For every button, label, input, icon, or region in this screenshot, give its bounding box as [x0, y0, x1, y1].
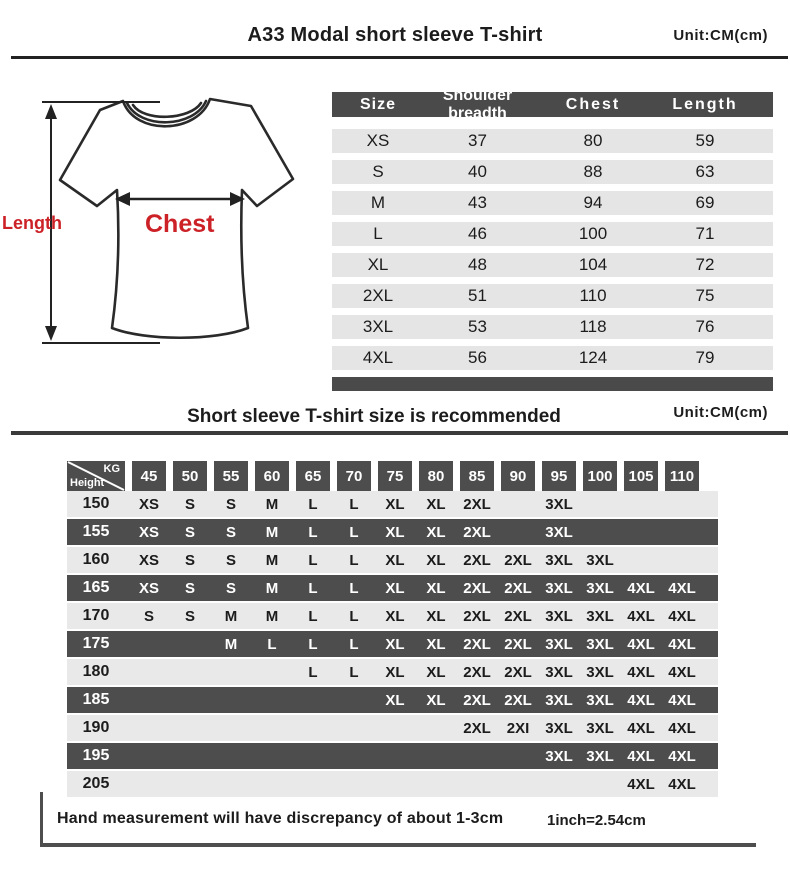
matrix-size-cell: 3XL: [545, 691, 573, 709]
matrix-size-cell: 3XL: [586, 579, 614, 597]
matrix-size-cell: XL: [426, 635, 446, 653]
chest-label: Chest: [145, 210, 215, 238]
matrix-size-cell: 3XL: [545, 719, 573, 737]
page-title: A33 Modal short sleeve T-shirt: [247, 24, 543, 46]
size-table-cell: 37: [468, 131, 487, 150]
matrix-size-cell: L: [349, 495, 359, 513]
matrix-size-cell: L: [349, 551, 359, 569]
matrix-size-cell: L: [349, 607, 359, 625]
matrix-size-cell: XL: [385, 495, 405, 513]
matrix-size-cell: 2XL: [463, 495, 491, 513]
matrix-size-cell: L: [308, 607, 318, 625]
matrix-size-cell: XS: [138, 495, 159, 513]
matrix-size-cell: S: [184, 523, 195, 541]
matrix-size-cell: S: [225, 523, 236, 541]
size-table-cell: 63: [695, 162, 715, 181]
matrix-weight-header-60: 60: [255, 461, 289, 491]
matrix-size-cell: 4XL: [668, 775, 696, 793]
size-table-row-xl: [332, 253, 773, 277]
matrix-size-cell: 3XL: [545, 747, 573, 765]
matrix-size-cell: 4XL: [668, 719, 696, 737]
matrix-size-cell: 2XL: [504, 579, 532, 597]
matrix-row-150: [67, 491, 718, 519]
matrix-size-cell: 3XL: [586, 747, 614, 765]
matrix-size-cell: 4XL: [627, 775, 655, 793]
matrix-size-cell: 2XI: [506, 719, 530, 737]
matrix-size-cell: 3XL: [545, 579, 573, 597]
matrix-size-cell: 4XL: [627, 607, 655, 625]
tshirt-diagram-svg: [0, 80, 340, 395]
matrix-weight-header-95: 95: [542, 461, 576, 491]
matrix-size-cell: 4XL: [627, 719, 655, 737]
matrix-weight-header-100: 100: [583, 461, 617, 491]
matrix-weight-header-85: 85: [460, 461, 494, 491]
matrix-height-label: 175: [82, 635, 110, 652]
size-table-cell: 79: [695, 348, 715, 367]
size-table-row-3xl: [332, 315, 773, 339]
matrix-size-cell: XL: [426, 551, 446, 569]
size-table-cell: 43: [468, 193, 487, 212]
matrix-size-cell: 3XL: [545, 635, 573, 653]
size-table-cell: 100: [578, 224, 608, 243]
matrix-height-label: 160: [82, 551, 110, 568]
matrix-height-label: 170: [82, 607, 110, 624]
unit-label-top: Unit:CM(cm): [673, 27, 768, 44]
size-table-cell: M: [370, 193, 386, 212]
matrix-weight-header-70: 70: [337, 461, 371, 491]
matrix-size-cell: 4XL: [668, 635, 696, 653]
size-table-cell: 76: [695, 317, 715, 336]
matrix-size-cell: XL: [385, 607, 405, 625]
matrix-size-cell: M: [224, 635, 238, 653]
size-table-row-l: [332, 222, 773, 246]
matrix-size-cell: L: [308, 551, 318, 569]
matrix-size-cell: 3XL: [545, 523, 573, 541]
matrix-size-cell: 4XL: [627, 691, 655, 709]
size-table-cell: 53: [468, 317, 487, 336]
matrix-size-cell: 3XL: [586, 663, 614, 681]
matrix-size-cell: XL: [385, 579, 405, 597]
matrix-size-cell: 4XL: [668, 747, 696, 765]
size-table-cell: 104: [578, 255, 608, 274]
matrix-size-cell: S: [225, 551, 236, 569]
size-table-cell: 118: [579, 317, 607, 336]
matrix-body: [67, 491, 718, 799]
length-label: Length: [2, 213, 62, 233]
matrix-size-cell: S: [184, 579, 195, 597]
matrix-size-cell: L: [267, 635, 277, 653]
matrix-size-cell: XL: [426, 663, 446, 681]
matrix-size-cell: XL: [426, 607, 446, 625]
recommend-title: Short sleeve T-shirt size is recommended: [187, 406, 561, 427]
matrix-size-cell: 2XL: [463, 579, 491, 597]
size-table-col-length: Length: [672, 95, 738, 113]
matrix-weight-header-80: 80: [419, 461, 453, 491]
matrix-weight-header-75: 75: [378, 461, 412, 491]
matrix-size-cell: S: [143, 607, 154, 625]
matrix-size-cell: XL: [385, 523, 405, 541]
matrix-size-cell: 3XL: [545, 551, 573, 569]
matrix-height-label: 185: [82, 691, 110, 708]
matrix-size-cell: 3XL: [586, 719, 614, 737]
matrix-size-cell: 2XL: [463, 663, 491, 681]
size-table-row-2xl: [332, 284, 773, 308]
matrix-size-cell: L: [349, 523, 359, 541]
matrix-size-cell: XL: [426, 523, 446, 541]
matrix-size-cell: M: [224, 607, 238, 625]
matrix-height-label: 190: [82, 719, 110, 736]
size-table-cell: 4XL: [362, 348, 394, 367]
matrix-size-cell: M: [265, 551, 279, 569]
matrix-row-175: [67, 631, 718, 659]
size-table-cell: 94: [583, 193, 603, 212]
matrix-size-cell: XL: [385, 551, 405, 569]
matrix-size-cell: 2XL: [504, 551, 532, 569]
matrix-size-cell: S: [184, 495, 195, 513]
matrix-size-cell: 3XL: [545, 663, 573, 681]
size-table-body: [332, 129, 773, 370]
matrix-size-cell: 4XL: [668, 579, 696, 597]
matrix-size-cell: 2XL: [504, 663, 532, 681]
size-table-cell: 51: [468, 286, 487, 305]
matrix-size-cell: 4XL: [668, 607, 696, 625]
matrix-weight-header-50: 50: [173, 461, 207, 491]
matrix-size-cell: 3XL: [586, 691, 614, 709]
matrix-row-190: [67, 715, 718, 743]
height-weight-matrix: [67, 461, 718, 799]
matrix-size-cell: XL: [426, 495, 446, 513]
matrix-size-cell: 2XL: [463, 523, 491, 541]
tshirt-measurement-diagram: [0, 80, 340, 395]
size-table-cell: 2XL: [362, 286, 394, 305]
matrix-size-cell: 3XL: [586, 607, 614, 625]
size-table-cell: 71: [695, 224, 715, 243]
matrix-row-205: [67, 771, 718, 799]
size-table-cell: XL: [367, 255, 389, 274]
top-divider-line: [11, 56, 788, 59]
matrix-size-cell: L: [308, 663, 318, 681]
size-table-cell: 56: [468, 348, 487, 367]
size-table-cell: 88: [583, 162, 603, 181]
matrix-size-cell: XL: [426, 579, 446, 597]
matrix-size-cell: S: [225, 495, 236, 513]
size-table-col-size: Size: [359, 95, 396, 113]
matrix-size-cell: 4XL: [627, 579, 655, 597]
matrix-height-label: 195: [82, 747, 110, 764]
matrix-size-cell: XL: [385, 635, 405, 653]
matrix-height-label: 205: [82, 775, 110, 792]
matrix-row-185: [67, 687, 718, 715]
matrix-size-cell: M: [265, 607, 279, 625]
unit-label-mid: Unit:CM(cm): [673, 404, 768, 421]
matrix-weight-header-65: 65: [296, 461, 330, 491]
matrix-row-165: [67, 575, 718, 603]
matrix-size-cell: 3XL: [586, 635, 614, 653]
size-table-col-shoulder-breadth: Shoulder breadth: [442, 86, 513, 122]
size-table-cell: 124: [578, 348, 608, 367]
matrix-size-cell: 3XL: [586, 551, 614, 569]
matrix-row-180: [67, 659, 718, 687]
matrix-size-cell: XL: [385, 691, 405, 709]
mid-divider-line: [11, 431, 788, 435]
size-table-cell: 3XL: [362, 317, 394, 336]
matrix-size-cell: 2XL: [504, 691, 532, 709]
matrix-weight-header-45: 45: [132, 461, 166, 491]
matrix-size-cell: 2XL: [504, 607, 532, 625]
matrix-weight-header-55: 55: [214, 461, 248, 491]
matrix-size-cell: 2XL: [504, 635, 532, 653]
matrix-height-label: 165: [82, 579, 110, 596]
size-table-cell: 40: [468, 162, 487, 181]
matrix-size-cell: L: [349, 579, 359, 597]
matrix-size-cell: 4XL: [668, 663, 696, 681]
matrix-size-cell: 3XL: [545, 607, 573, 625]
matrix-size-cell: XS: [138, 523, 159, 541]
matrix-size-cell: 4XL: [668, 691, 696, 709]
size-table-cell: 59: [695, 131, 715, 150]
matrix-size-cell: 2XL: [463, 691, 491, 709]
size-table-cell: 48: [468, 255, 487, 274]
size-table-cell: 75: [695, 286, 715, 305]
matrix-size-cell: L: [349, 663, 359, 681]
matrix-size-cell: 4XL: [627, 635, 655, 653]
footer-frame-vertical-line: [40, 792, 43, 845]
matrix-row-170: [67, 603, 718, 631]
size-table-cell: 110: [579, 286, 607, 305]
matrix-size-cell: 2XL: [463, 635, 491, 653]
matrix-size-cell: L: [308, 523, 318, 541]
matrix-weight-header-90: 90: [501, 461, 535, 491]
matrix-size-cell: S: [184, 607, 195, 625]
matrix-weight-header-105: 105: [624, 461, 658, 491]
matrix-header-row: [67, 461, 718, 491]
size-table-cell: L: [373, 224, 383, 243]
size-table-footer-bar: [332, 377, 773, 391]
matrix-size-cell: L: [308, 635, 318, 653]
size-table-row-4xl: [332, 346, 773, 370]
matrix-row-195: [67, 743, 718, 771]
measurement-note: Hand measurement will have discrepancy of about 1-3cm: [57, 810, 504, 827]
corner-kg-label: KG: [103, 463, 120, 475]
matrix-size-cell: L: [308, 579, 318, 597]
size-table-header: [332, 86, 773, 122]
matrix-size-cell: L: [349, 635, 359, 653]
matrix-size-cell: 2XL: [463, 607, 491, 625]
size-table-col-chest: Chest: [565, 95, 621, 113]
matrix-size-cell: 3XL: [545, 495, 573, 513]
matrix-size-cell: 4XL: [627, 663, 655, 681]
size-table-cell: 46: [468, 224, 487, 243]
matrix-size-cell: XL: [426, 691, 446, 709]
size-table-cell: S: [372, 162, 384, 181]
footer-frame-horizontal-line: [40, 843, 756, 847]
matrix-size-cell: 2XL: [463, 719, 491, 737]
matrix-size-cell: 2XL: [463, 551, 491, 569]
corner-height-label: Height: [70, 477, 105, 489]
size-table-row-s: [332, 160, 773, 184]
matrix-size-cell: XS: [138, 579, 159, 597]
matrix-height-label: 180: [82, 663, 110, 680]
matrix-weight-header-110: 110: [665, 461, 699, 491]
size-table-row-m: [332, 191, 773, 215]
matrix-size-cell: M: [265, 523, 279, 541]
matrix-size-cell: 4XL: [627, 747, 655, 765]
size-table-cell: 72: [695, 255, 715, 274]
matrix-size-cell: S: [225, 579, 236, 597]
matrix-size-cell: M: [265, 579, 279, 597]
matrix-row-160: [67, 547, 718, 575]
size-table-cell: 80: [583, 131, 603, 150]
matrix-size-cell: L: [308, 495, 318, 513]
matrix-height-label: 155: [82, 523, 110, 540]
matrix-size-cell: M: [265, 495, 279, 513]
matrix-height-label: 150: [82, 495, 110, 512]
matrix-size-cell: XL: [385, 663, 405, 681]
matrix-corner-cell: [67, 461, 125, 491]
matrix-row-155: [67, 519, 718, 547]
size-table-row-xs: [332, 129, 773, 153]
size-table-cell: XS: [366, 131, 390, 150]
matrix-size-cell: XS: [138, 551, 159, 569]
inch-conversion-note: 1inch=2.54cm: [547, 812, 646, 829]
size-table-cell: 69: [695, 193, 715, 212]
size-table: [332, 86, 773, 391]
matrix-size-cell: S: [184, 551, 195, 569]
